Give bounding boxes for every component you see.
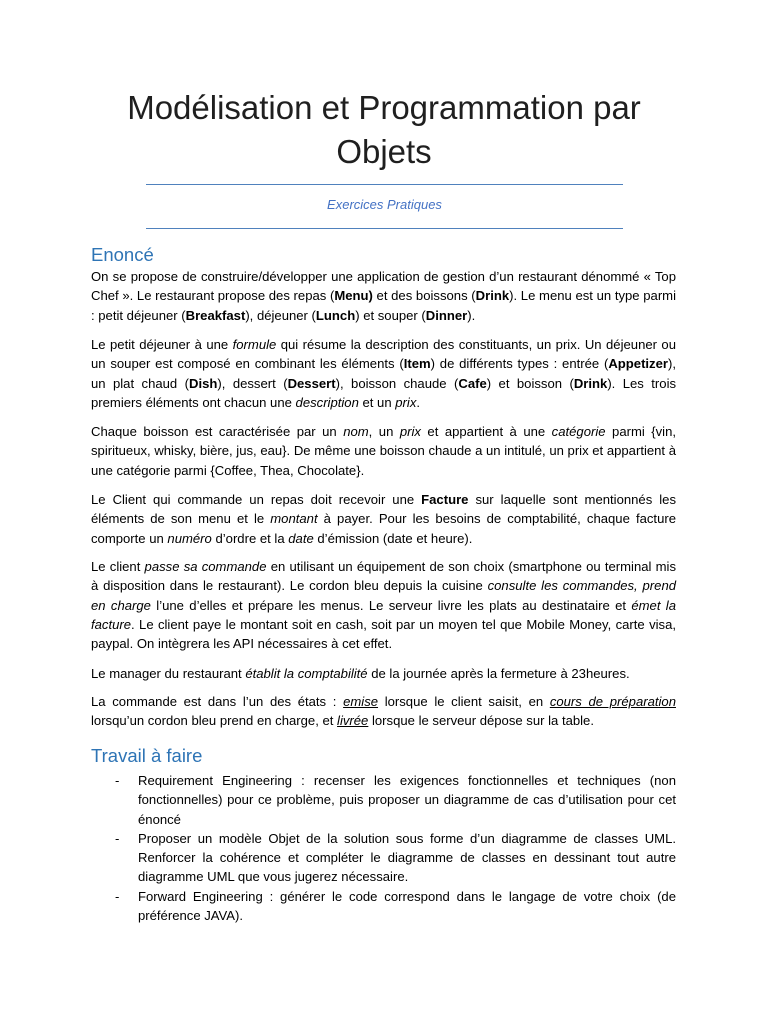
heading-travail-a-faire: Travail à faire [91, 745, 203, 766]
heading-enonce: Enoncé [91, 244, 154, 265]
paragraph-menu-composition: Le petit déjeuner à une formule qui résume la description des constituants, un prix. Un déjeuner ou un souper est composé en combinant les éléments (Item) de différents types : entrée (Appetizer), un plat chaud (Dish), dessert (Dessert), boisson chaude (Cafe) et boisson (Drink). Les trois premiers éléments ont chacun une description et un prix. [91, 337, 677, 410]
list-item: - Forward Engineering : générer le code correspond dans le langage de votre choix (de préférence JAVA). [115, 888, 676, 924]
bullet-dash: - [115, 830, 120, 846]
title-divider-bottom [146, 228, 623, 229]
document-subtitle: Exercices Pratiques [327, 197, 442, 212]
title-divider-top [146, 184, 623, 185]
paragraph-restaurant-intro: On se propose de construire/développer une application de gestion d’un restaurant dénommé « Top Chef ». Le restaurant propose des repas (Menu) et des boissons (Drink). Le menu est un type parmi : petit déjeuner (Breakfast), déjeuner (Lunch) et souper (Dinner). [91, 269, 677, 323]
paragraph-invoice: Le Client qui commande un repas doit recevoir une Facture sur laquelle sont mentionnés les éléments de son menu et le montant à payer. Pour les besoins de comptabilité, chaque facture comporte un numéro d’ordre et la date d’émission (date et heure). [91, 492, 676, 546]
task-list [91, 771, 676, 925]
paragraph-order-flow: Le client passe sa commande en utilisant un équipement de son choix (smartphone ou terminal mis à disposition dans le restaurant). Le cordon bleu depuis la cuisine consulte les commandes, prend en charge l’une d’elles et prépare les menus. Le serveur livre les plats au destinataire et émet la facture. Le client paye le montant soit en cash, soit par un moyen tel que Mobile Money, carte visa, paypal. On intègrera les API nécessaires à cet effet. [91, 559, 677, 652]
bullet-dash: - [115, 773, 120, 788]
list-item: - Proposer un modèle Objet de la solution sous forme d’un diagramme de classes UML. Renforcer la cohérence et compléter le diagramme de classes en dessinant tout autre diagramme UML que vous jugerez nécessaire. [115, 830, 676, 885]
document-title: Modélisation et Programmation par Objets [127, 89, 641, 170]
bullet-dash: - [115, 888, 120, 904]
paragraph-drinks: Chaque boisson est caractérisée par un nom, un prix et appartient à une catégorie parmi {vin, spiritueux, whisky, bière, jus, eau}. De même une boisson chaude a un intitulé, un prix et appartient à une catégorie parmi {Coffee, Thea, Chocolate}. [91, 424, 677, 478]
list-item: - Requirement Engineering : recenser les exigences fonctionnelles et techniques (non fonctionnelles) pour ce problème, puis proposer un diagramme de cas d’utilisation pour cet énoncé [115, 773, 676, 827]
paragraph-order-states: La commande est dans l’un des états : emise lorsque le client saisit, en cours de préparation lorsqu’un cordon bleu prend en charge, et livrée lorsque le serveur dépose sur la table. [91, 694, 676, 729]
paragraph-manager: Le manager du restaurant établit la comptabilité de la journée après la fermeture à 23heures. [91, 666, 630, 681]
